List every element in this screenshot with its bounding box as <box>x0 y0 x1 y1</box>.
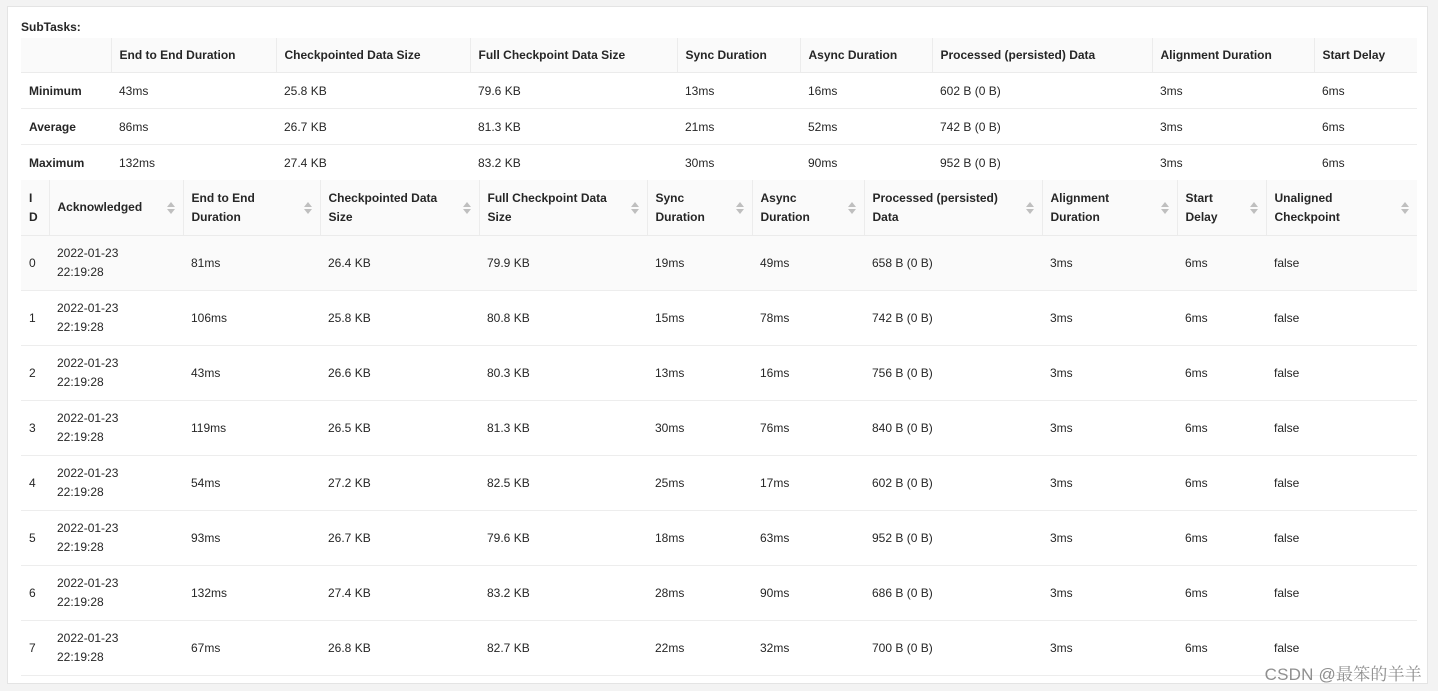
summary-header-blank <box>21 38 111 73</box>
summary-cell: 30ms <box>677 145 800 181</box>
summary-header-full-checkpoint-data-size: Full Checkpoint Data Size <box>470 38 677 73</box>
table-row[interactable] <box>21 456 1417 511</box>
column-header-label: Acknowledged <box>57 200 143 214</box>
summary-cell: 742 B (0 B) <box>932 109 1152 145</box>
summary-header-end-to-end-duration: End to End Duration <box>111 38 276 73</box>
sort-ascending-icon <box>736 202 744 207</box>
table-row[interactable] <box>21 621 1417 676</box>
cell-end-to-end-duration: 43ms <box>183 346 320 401</box>
cell-alignment-duration: 3ms <box>1042 566 1177 621</box>
sort-ascending-icon <box>1026 202 1034 207</box>
summary-cell: 6ms <box>1314 109 1417 145</box>
cell-full-checkpoint-data-size: 81.3 KB <box>479 401 647 456</box>
cell-checkpointed-data-size: 25.8 KB <box>320 291 479 346</box>
column-header-start-delay[interactable] <box>1177 180 1266 236</box>
cell-start-delay: 6ms <box>1177 511 1266 566</box>
cell-start-delay: 6ms <box>1177 401 1266 456</box>
subtasks-panel <box>7 6 1428 684</box>
column-header-label: Start Delay <box>1185 190 1218 224</box>
cell-full-checkpoint-data-size: 79.6 KB <box>479 511 647 566</box>
cell-start-delay: 6ms <box>1177 566 1266 621</box>
column-header-sync-duration[interactable] <box>647 180 752 236</box>
column-header-async-duration[interactable] <box>752 180 864 236</box>
cell-subtask-id: 3 <box>21 401 49 456</box>
cell-start-delay: 6ms <box>1177 621 1266 676</box>
sort-ascending-icon <box>1161 202 1169 207</box>
sort-descending-icon <box>736 209 744 214</box>
table-row[interactable] <box>21 236 1417 291</box>
table-row[interactable] <box>21 346 1417 401</box>
cell-start-delay: 6ms <box>1177 346 1266 401</box>
column-header-processed-persisted-data[interactable] <box>864 180 1042 236</box>
summary-cell: 25.8 KB <box>276 73 470 109</box>
sort-caret-icon[interactable] <box>463 201 471 215</box>
cell-end-to-end-duration: 132ms <box>183 566 320 621</box>
cell-acknowledged: 2022-01-23 22:19:28 <box>49 291 183 346</box>
table-row[interactable] <box>21 401 1417 456</box>
cell-full-checkpoint-data-size: 82.5 KB <box>479 456 647 511</box>
summary-cell: 3ms <box>1152 145 1314 181</box>
sort-caret-icon[interactable] <box>304 201 312 215</box>
cell-async-duration: 49ms <box>752 236 864 291</box>
sort-caret-icon[interactable] <box>1401 201 1409 215</box>
sort-caret-icon[interactable] <box>736 201 744 215</box>
column-header-acknowledged[interactable] <box>49 180 183 236</box>
cell-processed-data: 952 B (0 B) <box>864 511 1042 566</box>
summary-row-maximum <box>21 145 1417 181</box>
summary-cell: 79.6 KB <box>470 73 677 109</box>
summary-cell: 90ms <box>800 145 932 181</box>
cell-async-duration: 63ms <box>752 511 864 566</box>
summary-cell: 6ms <box>1314 145 1417 181</box>
cell-alignment-duration: 3ms <box>1042 511 1177 566</box>
cell-alignment-duration: 3ms <box>1042 456 1177 511</box>
cell-sync-duration: 19ms <box>647 236 752 291</box>
cell-unaligned-checkpoint: false <box>1266 566 1417 621</box>
column-header-full-checkpoint-data-size[interactable] <box>479 180 647 236</box>
cell-checkpointed-data-size: 27.2 KB <box>320 456 479 511</box>
cell-sync-duration: 13ms <box>647 346 752 401</box>
summary-cell: 13ms <box>677 73 800 109</box>
sort-descending-icon <box>848 209 856 214</box>
cell-processed-data: 658 B (0 B) <box>864 236 1042 291</box>
cell-checkpointed-data-size: 27.4 KB <box>320 566 479 621</box>
summary-cell: 52ms <box>800 109 932 145</box>
column-header-label: Checkpointed Data Size <box>328 190 438 224</box>
summary-cell: 132ms <box>111 145 276 181</box>
cell-acknowledged: 2022-01-23 22:19:28 <box>49 346 183 401</box>
cell-unaligned-checkpoint: false <box>1266 456 1417 511</box>
cell-sync-duration: 15ms <box>647 291 752 346</box>
cell-alignment-duration: 3ms <box>1042 236 1177 291</box>
sort-ascending-icon <box>1401 202 1409 207</box>
summary-header-sync-duration: Sync Duration <box>677 38 800 73</box>
subtasks-table <box>21 180 1417 676</box>
cell-unaligned-checkpoint: false <box>1266 511 1417 566</box>
cell-acknowledged: 2022-01-23 22:19:28 <box>49 401 183 456</box>
sort-descending-icon <box>304 209 312 214</box>
cell-subtask-id: 7 <box>21 621 49 676</box>
cell-subtask-id: 1 <box>21 291 49 346</box>
summary-cell: 27.4 KB <box>276 145 470 181</box>
cell-end-to-end-duration: 93ms <box>183 511 320 566</box>
cell-async-duration: 90ms <box>752 566 864 621</box>
summary-header-processed-persisted-data: Processed (persisted) Data <box>932 38 1152 73</box>
sort-caret-icon[interactable] <box>167 201 175 215</box>
summary-header-async-duration: Async Duration <box>800 38 932 73</box>
cell-full-checkpoint-data-size: 80.3 KB <box>479 346 647 401</box>
cell-full-checkpoint-data-size: 79.9 KB <box>479 236 647 291</box>
sort-descending-icon <box>1250 209 1258 214</box>
cell-sync-duration: 28ms <box>647 566 752 621</box>
summary-row-label: Average <box>21 109 111 145</box>
cell-processed-data: 840 B (0 B) <box>864 401 1042 456</box>
cell-processed-data: 742 B (0 B) <box>864 291 1042 346</box>
summary-table <box>21 38 1417 181</box>
sort-caret-icon[interactable] <box>1161 201 1169 215</box>
column-header-label: Sync Duration <box>655 190 705 224</box>
sort-descending-icon <box>631 209 639 214</box>
sort-ascending-icon <box>631 202 639 207</box>
column-header-i-d <box>21 180 49 236</box>
cell-alignment-duration: 3ms <box>1042 291 1177 346</box>
cell-full-checkpoint-data-size: 80.8 KB <box>479 291 647 346</box>
summary-row-label: Minimum <box>21 73 111 109</box>
cell-subtask-id: 0 <box>21 236 49 291</box>
cell-acknowledged: 2022-01-23 22:19:28 <box>49 511 183 566</box>
summary-cell: 83.2 KB <box>470 145 677 181</box>
sort-ascending-icon <box>167 202 175 207</box>
cell-sync-duration: 30ms <box>647 401 752 456</box>
cell-checkpointed-data-size: 26.4 KB <box>320 236 479 291</box>
cell-checkpointed-data-size: 26.7 KB <box>320 511 479 566</box>
summary-cell: 6ms <box>1314 73 1417 109</box>
cell-acknowledged: 2022-01-23 22:19:28 <box>49 456 183 511</box>
column-header-label: End to End Duration <box>191 190 255 224</box>
cell-async-duration: 76ms <box>752 401 864 456</box>
cell-alignment-duration: 3ms <box>1042 346 1177 401</box>
sort-descending-icon <box>167 209 175 214</box>
sort-caret-icon[interactable] <box>631 201 639 215</box>
summary-cell: 3ms <box>1152 73 1314 109</box>
sort-caret-icon[interactable] <box>848 201 856 215</box>
summary-row-minimum <box>21 73 1417 109</box>
cell-alignment-duration: 3ms <box>1042 401 1177 456</box>
summary-cell: 81.3 KB <box>470 109 677 145</box>
cell-checkpointed-data-size: 26.6 KB <box>320 346 479 401</box>
column-header-label: Async Duration <box>760 190 810 224</box>
watermark: CSDN @最笨的羊羊 <box>1264 665 1422 684</box>
cell-processed-data: 686 B (0 B) <box>864 566 1042 621</box>
summary-cell: 16ms <box>800 73 932 109</box>
cell-acknowledged: 2022-01-23 22:19:28 <box>49 566 183 621</box>
cell-subtask-id: 4 <box>21 456 49 511</box>
section-title: SubTasks: <box>21 20 81 34</box>
summary-row-average <box>21 109 1417 145</box>
cell-unaligned-checkpoint: false <box>1266 621 1417 676</box>
cell-subtask-id: 6 <box>21 566 49 621</box>
sort-descending-icon <box>1161 209 1169 214</box>
column-header-label: I D <box>29 190 38 224</box>
table-row[interactable] <box>21 291 1417 346</box>
column-header-label: Full Checkpoint Data Size <box>487 190 607 224</box>
cell-sync-duration: 25ms <box>647 456 752 511</box>
cell-acknowledged: 2022-01-23 22:19:28 <box>49 621 183 676</box>
cell-end-to-end-duration: 67ms <box>183 621 320 676</box>
column-header-label: Processed (persisted) Data <box>872 190 998 224</box>
summary-cell: 43ms <box>111 73 276 109</box>
cell-unaligned-checkpoint: false <box>1266 346 1417 401</box>
sort-descending-icon <box>1026 209 1034 214</box>
sort-descending-icon <box>1401 209 1409 214</box>
cell-end-to-end-duration: 81ms <box>183 236 320 291</box>
cell-end-to-end-duration: 119ms <box>183 401 320 456</box>
summary-cell: 26.7 KB <box>276 109 470 145</box>
cell-full-checkpoint-data-size: 82.7 KB <box>479 621 647 676</box>
summary-header-checkpointed-data-size: Checkpointed Data Size <box>276 38 470 73</box>
column-header-label: Alignment Duration <box>1050 190 1110 224</box>
column-header-label: Unaligned Checkpoint <box>1274 190 1340 224</box>
cell-unaligned-checkpoint: false <box>1266 236 1417 291</box>
table-row[interactable] <box>21 566 1417 621</box>
sort-descending-icon <box>463 209 471 214</box>
summary-row-label: Maximum <box>21 145 111 181</box>
cell-unaligned-checkpoint: false <box>1266 291 1417 346</box>
cell-alignment-duration: 3ms <box>1042 621 1177 676</box>
cell-checkpointed-data-size: 26.5 KB <box>320 401 479 456</box>
cell-async-duration: 16ms <box>752 346 864 401</box>
cell-unaligned-checkpoint: false <box>1266 401 1417 456</box>
column-header-end-to-end-duration[interactable] <box>183 180 320 236</box>
cell-start-delay: 6ms <box>1177 456 1266 511</box>
cell-sync-duration: 18ms <box>647 511 752 566</box>
column-header-unaligned-checkpoint[interactable] <box>1266 180 1417 236</box>
cell-processed-data: 700 B (0 B) <box>864 621 1042 676</box>
cell-start-delay: 6ms <box>1177 236 1266 291</box>
sort-ascending-icon <box>1250 202 1258 207</box>
table-row[interactable] <box>21 511 1417 566</box>
cell-full-checkpoint-data-size: 83.2 KB <box>479 566 647 621</box>
sort-caret-icon[interactable] <box>1250 201 1258 215</box>
cell-subtask-id: 5 <box>21 511 49 566</box>
cell-async-duration: 17ms <box>752 456 864 511</box>
cell-processed-data: 602 B (0 B) <box>864 456 1042 511</box>
summary-cell: 86ms <box>111 109 276 145</box>
sort-caret-icon[interactable] <box>1026 201 1034 215</box>
summary-header-start-delay: Start Delay <box>1314 38 1417 73</box>
summary-cell: 3ms <box>1152 109 1314 145</box>
cell-start-delay: 6ms <box>1177 291 1266 346</box>
column-header-checkpointed-data-size[interactable] <box>320 180 479 236</box>
summary-header-alignment-duration: Alignment Duration <box>1152 38 1314 73</box>
summary-cell: 602 B (0 B) <box>932 73 1152 109</box>
cell-subtask-id: 2 <box>21 346 49 401</box>
cell-end-to-end-duration: 54ms <box>183 456 320 511</box>
cell-sync-duration: 22ms <box>647 621 752 676</box>
sort-ascending-icon <box>848 202 856 207</box>
cell-end-to-end-duration: 106ms <box>183 291 320 346</box>
sort-ascending-icon <box>304 202 312 207</box>
cell-checkpointed-data-size: 26.8 KB <box>320 621 479 676</box>
sort-ascending-icon <box>463 202 471 207</box>
cell-async-duration: 32ms <box>752 621 864 676</box>
cell-processed-data: 756 B (0 B) <box>864 346 1042 401</box>
column-header-alignment-duration[interactable] <box>1042 180 1177 236</box>
cell-async-duration: 78ms <box>752 291 864 346</box>
summary-cell: 952 B (0 B) <box>932 145 1152 181</box>
summary-cell: 21ms <box>677 109 800 145</box>
cell-acknowledged: 2022-01-23 22:19:28 <box>49 236 183 291</box>
